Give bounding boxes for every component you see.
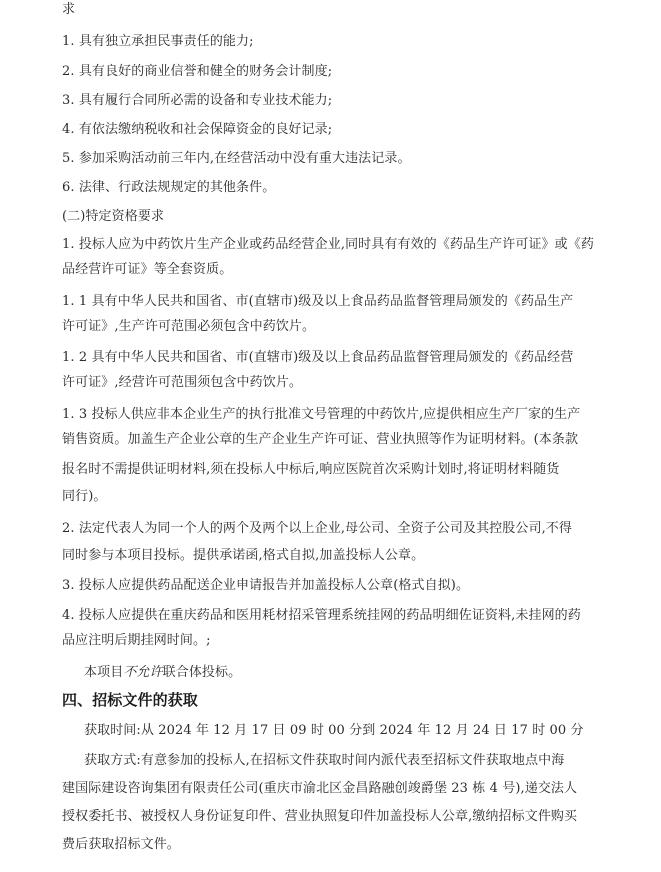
consortium-pre: 本项目 — [84, 665, 124, 680]
req-1-1-line-2: 许可证》,生产许可范围必须包含中药饮片。 — [62, 319, 316, 334]
acquire-method-line-4: 费后获取招标文件。 — [62, 837, 180, 852]
req-1-3-line-1: 1. 3 投标人供应非本企业生产的执行批准文号管理的中药饮片,应提供相应生产厂家的生产 — [62, 407, 581, 422]
acquire-method-line-2: 建国际建设咨询集团有限责任公司(重庆市渝北区金昌路融创竣爵堡 23 栋 4 号),递交法人 — [62, 781, 578, 796]
req-3: 3. 投标人应提供药品配送企业申请报告并加盖投标人公章(格式自拟)。 — [62, 578, 470, 593]
consortium-emphasis: 不允许 — [123, 665, 163, 680]
acquire-method-line-1: 获取方式:有意参加的投标人,在招标文件获取时间内派代表至招标文件获取地点中海 — [84, 753, 565, 768]
section-4-title: 四、招标文件的获取 — [62, 691, 198, 709]
req-1-3-line-2: 销售资质。加盖生产企业公章的生产企业生产许可证、营业执照等作为证明材料。(本条款 — [62, 432, 579, 447]
general-req-1: 1. 具有独立承担民事责任的能力; — [62, 34, 254, 49]
top-fragment: 求 — [62, 2, 76, 17]
general-req-3: 3. 具有履行合同所必需的设备和专业技术能力; — [62, 93, 333, 108]
req-1-line-1: 1. 投标人应为中药饮片生产企业或药品经营企业,同时具有有效的《药品生产许可证》或《药 — [62, 237, 594, 252]
req-1-2-line-1: 1. 2 具有中华人民共和国省、市(直辖市)级及以上食品药品监督管理局颁发的《药品经营 — [62, 350, 574, 365]
general-req-5: 5. 参加采购活动前三年内,在经营活动中没有重大违法记录。 — [62, 151, 411, 166]
req-2-line-2: 同时参与本项目投标。提供承诺函,格式自拟,加盖投标人公章。 — [62, 548, 425, 563]
req-4-line-2: 品应注明后期挂网时间。; — [62, 633, 211, 648]
req-1-3-line-4: 同行)。 — [62, 489, 107, 504]
special-req-title: (二)特定资格要求 — [62, 209, 165, 224]
consortium-post: 联合体投标。 — [162, 665, 242, 680]
req-1-2-line-2: 许可证》,经营许可范围须包含中药饮片。 — [62, 375, 303, 390]
req-4-line-1: 4. 投标人应提供在重庆药品和医用耗材招采管理系统挂网的药品明细佐证资料,未挂网的药 — [62, 608, 581, 623]
req-1-line-2: 品经营许可证》等全套资质。 — [62, 262, 233, 277]
general-req-2: 2. 具有良好的商业信誉和健全的财务会计制度; — [62, 64, 333, 79]
acquire-time: 获取时间:从 2024 年 12 月 17 日 09 时 00 分到 2024 年 12 月 24 日 17 时 00 分 — [84, 723, 584, 738]
general-req-6: 6. 法律、行政法规规定的其他条件。 — [62, 180, 276, 195]
consortium-note — [84, 664, 621, 682]
req-1-3-line-3: 报名时不需提供证明材料,须在投标人中标后,响应医院首次采购计划时,将证明材料随货 — [62, 462, 560, 477]
general-req-4: 4. 有依法缴纳税收和社会保障资金的良好记录; — [62, 122, 333, 137]
req-1-1-line-1: 1. 1 具有中华人民共和国省、市(直辖市)级及以上食品药品监督管理局颁发的《药品生产 — [62, 294, 574, 309]
req-2-line-1: 2. 法定代表人为同一个人的两个及两个以上企业,母公司、全资子公司及其控股公司,不得 — [62, 521, 573, 536]
acquire-method-line-3: 授权委托书、被授权人身份证复印件、营业执照复印件加盖投标人公章,缴纳招标文件购买 — [62, 809, 578, 824]
